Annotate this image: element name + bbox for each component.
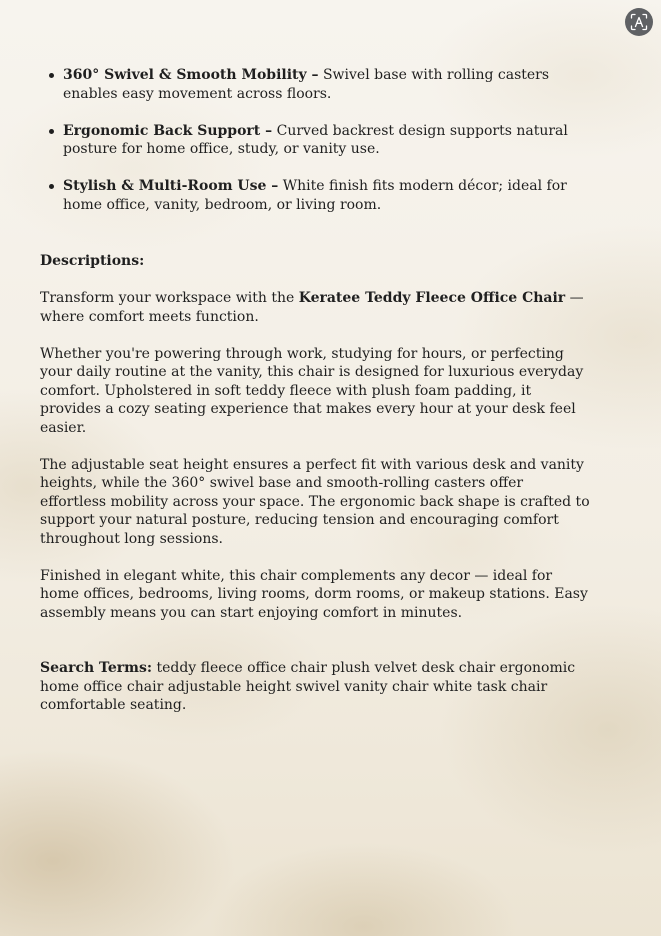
description-intro [40,289,590,326]
feature-item [40,66,590,103]
search-terms-label: Search Terms: [40,660,152,676]
search-terms-text: teddy fleece office chair plush velvet desk chair ergonomic home office chair adjustable height swivel vanity chair white task chair comfortable seating. [40,660,576,713]
intro-before-text: Transform your workspace with the [40,290,295,306]
feature-list [40,66,590,214]
feature-text: White finish fits modern décor; ideal for home office, vanity, bedroom, or living room. [63,178,567,213]
search-terms [40,659,590,715]
description-paragraph: Finished in elegant white, this chair complements any decor — ideal for home offices, bedrooms, living rooms, dorm rooms, or makeup stations. Easy assembly means you can start enjoying comfort in minutes. [40,567,588,621]
text-recognition-button[interactable] [625,8,653,36]
product-name: Keratee Teddy Fleece Office Chair [298,290,566,306]
descriptions-heading: Descriptions: [40,253,145,269]
feature-item [40,122,590,159]
intro-after-text: — where comfort meets function. [40,290,584,325]
feature-title: 360° Swivel & Smooth Mobility – [63,67,319,83]
document-content [40,66,590,733]
description-paragraph: Whether you're powering through work, studying for hours, or perfecting your daily routine at the vanity, this chair is designed for luxurious everyday comfort. Upholstered in soft teddy fleece with plush foam padding, it provides a cozy seating experience that makes every hour at your desk feel easier. [40,345,584,436]
feature-text: Swivel base with rolling casters enables easy movement across floors. [63,67,550,102]
text-recognition-icon [630,13,648,31]
feature-title: Ergonomic Back Support – [63,122,273,139]
feature-title: Stylish & Multi-Room Use – [63,178,279,194]
description-paragraph: The adjustable seat height ensures a perfect fit with various desk and vanity heights, while the 360° swivel base and smooth-rolling casters offer effortless mobility across your space. The ergonomic back shape is crafted to support your natural posture, reducing tension and encouraging comfort throughout long sessions. [40,456,590,547]
feature-item [40,177,590,214]
feature-text: Curved backrest design supports natural posture for home office, study, or vanity use. [63,122,568,157]
